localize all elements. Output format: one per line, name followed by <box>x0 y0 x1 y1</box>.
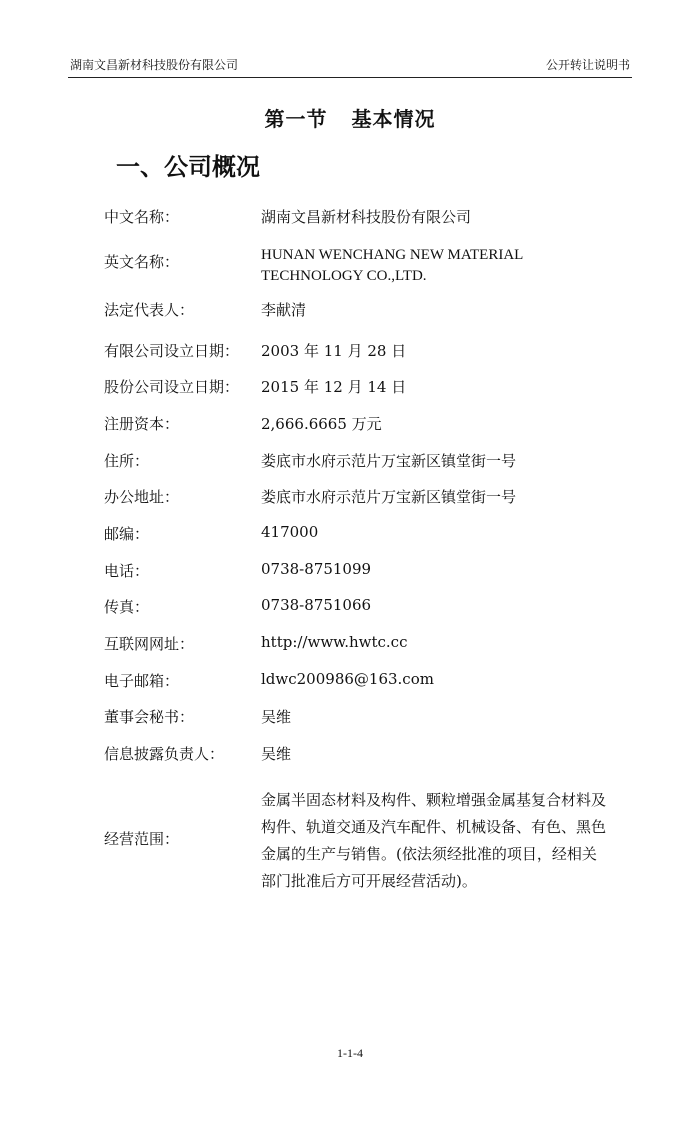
office-value: 娄底市水府示范片万宝新区镇堂街一号 <box>261 488 517 506</box>
postcode-value: 417000 <box>261 523 319 541</box>
postcode-label: 邮编： <box>104 525 150 543</box>
business-scope-label: 经营范围： <box>104 830 180 848</box>
header-document-title: 公开转让说明书 <box>545 58 630 72</box>
office-label: 办公地址： <box>104 488 180 506</box>
cn-name-value: 湖南文昌新材科技股份有限公司 <box>261 208 472 226</box>
fax-value: 0738-8751066 <box>261 596 372 614</box>
page-heading: 一、公司概况 <box>116 152 260 181</box>
email-value: ldwc200986@163.com <box>261 670 434 688</box>
section-name: 基本情况 <box>351 107 436 131</box>
ltd-date-value: 2003 年 11 月 28 日 <box>261 342 407 360</box>
ltd-date-label: 有限公司设立日期： <box>104 342 240 360</box>
section-number: 第一节 <box>264 107 328 131</box>
secretary-label: 董事会秘书： <box>104 708 195 726</box>
en-name-line-2: TECHNOLOGY CO.,LTD. <box>261 268 427 284</box>
page-number: 1-1-4 <box>337 1046 363 1060</box>
phone-label: 电话： <box>104 562 150 580</box>
capital-label: 注册资本： <box>104 415 180 433</box>
disclosure-value: 吴维 <box>261 745 292 763</box>
en-name-line-1: HUNAN WENCHANG NEW MATERIAL <box>261 247 524 263</box>
cn-name-label: 中文名称： <box>104 208 180 226</box>
fax-label: 传真： <box>104 598 150 616</box>
en-name-label: 英文名称： <box>104 253 180 271</box>
section-title <box>0 103 700 132</box>
address-label: 住所： <box>104 452 150 470</box>
disclosure-label: 信息披露负责人： <box>104 745 225 763</box>
legal-rep-value: 李献清 <box>261 301 307 319</box>
email-label: 电子邮箱： <box>104 672 180 690</box>
address-value: 娄底市水府示范片万宝新区镇堂街一号 <box>261 452 517 470</box>
legal-rep-label: 法定代表人： <box>104 301 195 319</box>
joint-date-value: 2015 年 12 月 14 日 <box>261 378 407 396</box>
header-company-name: 湖南文昌新材科技股份有限公司 <box>70 58 239 72</box>
header-divider <box>68 77 632 78</box>
capital-value: 2,666.6665 万元 <box>261 415 382 433</box>
business-scope-value: 金属半固态材料及构件、颗粒增强金属基复合材料及 构件、轨道交通及汽车配件、机械设备、有色、黑色 金属的生产与销售。(依法须经批准的项目，经相关 部门批准后方可开展经营活动)。 <box>261 791 607 890</box>
joint-date-label: 股份公司设立日期： <box>104 378 240 396</box>
website-value: http://www.hwtc.cc <box>261 633 408 651</box>
website-label: 互联网网址： <box>104 635 195 653</box>
secretary-value: 吴维 <box>261 708 292 726</box>
phone-value: 0738-8751099 <box>261 560 372 578</box>
en-name-value <box>261 245 523 287</box>
